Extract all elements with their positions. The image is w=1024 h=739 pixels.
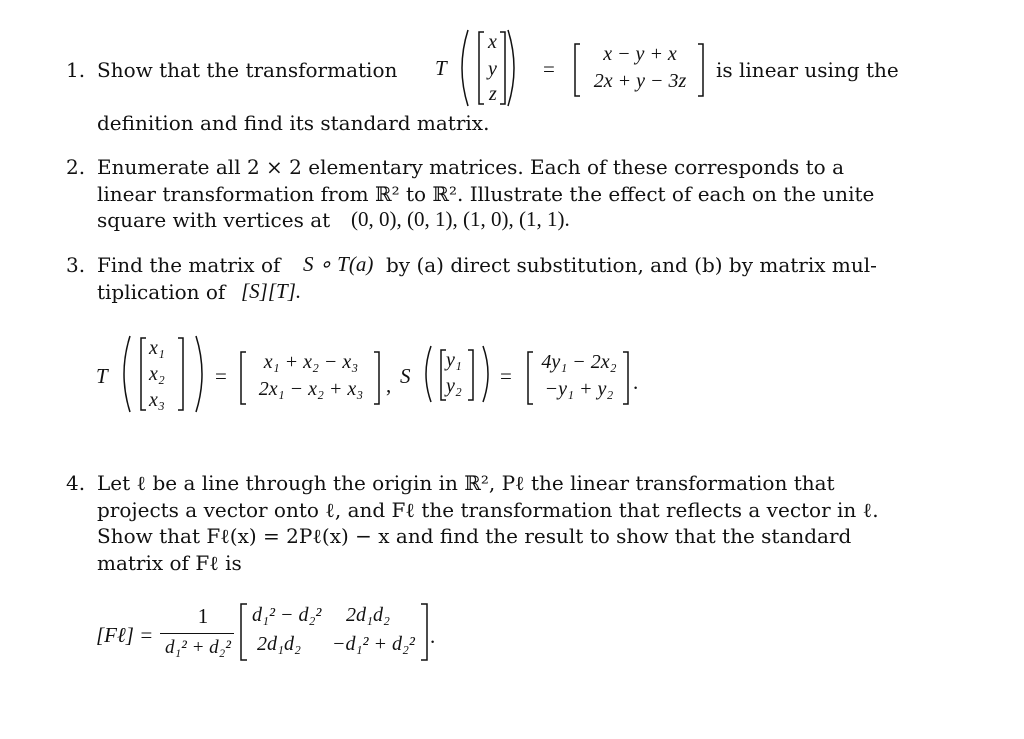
problem-text: Let ℓ be a line through the origin in ℝ², Pℓ the linear transformation that [97, 471, 835, 495]
problem-text: by (a) direct substitution, and (b) by matrix mul- [386, 253, 877, 277]
matrix-entry: 2d₁d₂ [346, 604, 390, 626]
math-symbol: S [400, 364, 411, 388]
output-entry: 4y₁ − 2x₂ [541, 351, 617, 373]
problem-text: square with vertices at [97, 208, 331, 232]
problem-number: 2. [66, 155, 86, 179]
problem-text: definition and find its standard matrix. [97, 111, 490, 135]
problem-text: tiplication of [97, 280, 226, 304]
math-lhs: [Fℓ] = [96, 623, 154, 647]
fraction-denominator: d₁² + d₂² [165, 637, 231, 658]
math-expression: (0, 0), (0, 1), (1, 0), (1, 1). [351, 207, 570, 231]
vector-entry: x₃ [149, 389, 165, 411]
vector-entry: x₁ [149, 337, 165, 359]
comma: , [386, 373, 392, 397]
output-entry: −y₁ + y₂ [544, 378, 614, 400]
matrix-entry: d₁² − d₂² [252, 604, 322, 626]
problem-number: 1. [66, 58, 86, 82]
problem-number: 4. [66, 471, 86, 495]
problem-text: matrix of Fℓ is [97, 551, 242, 575]
period: . [633, 370, 639, 394]
problem-text: linear transformation from ℝ² to ℝ². Illustrate the effect of each on the unite [97, 182, 875, 206]
equals-sign: = [500, 364, 512, 388]
problem-text: projects a vector onto ℓ, and Fℓ the transformation that reflects a vector in ℓ. [97, 498, 879, 522]
problem-number: 3. [66, 253, 86, 277]
vector-entry: x₂ [149, 363, 165, 385]
vector-entry: z [489, 83, 497, 105]
vector-entry: x [488, 31, 497, 53]
math-symbol: T [96, 364, 108, 388]
problem-text: is linear using the [716, 58, 899, 82]
output-entry: x − y + x [603, 43, 677, 65]
problem-text: Show that the transformation [97, 58, 398, 82]
matrix-entry: 2d₁d₂ [257, 633, 301, 655]
math-symbol: T [435, 56, 447, 80]
period: . [430, 624, 436, 648]
math-expression: [S][T]. [241, 279, 302, 303]
output-entry: x₁ + x₂ − x₃ [263, 351, 359, 373]
fraction-numerator: 1 [197, 604, 209, 628]
vector-entry: y [488, 58, 497, 80]
fraction-bar [160, 633, 234, 634]
problem-text: Find the matrix of [97, 253, 281, 277]
matrix-entry: −d₁² + d₂² [332, 633, 415, 655]
output-entry: 2x + y − 3z [593, 70, 687, 92]
problem-text: Enumerate all 2 × 2 elementary matrices. Each of these corresponds to a [97, 155, 845, 179]
equals-sign: = [543, 57, 555, 81]
output-entry: 2x₁ − x₂ + x₃ [258, 378, 364, 400]
problem-text: Show that Fℓ(x) = 2Pℓ(x) − x and find the result to show that the standard [97, 524, 852, 548]
vector-entry: y₁ [446, 349, 462, 371]
equals-sign: = [215, 364, 227, 388]
math-expression: S ∘ T(a) [303, 252, 374, 276]
vector-entry: y₂ [446, 375, 462, 397]
